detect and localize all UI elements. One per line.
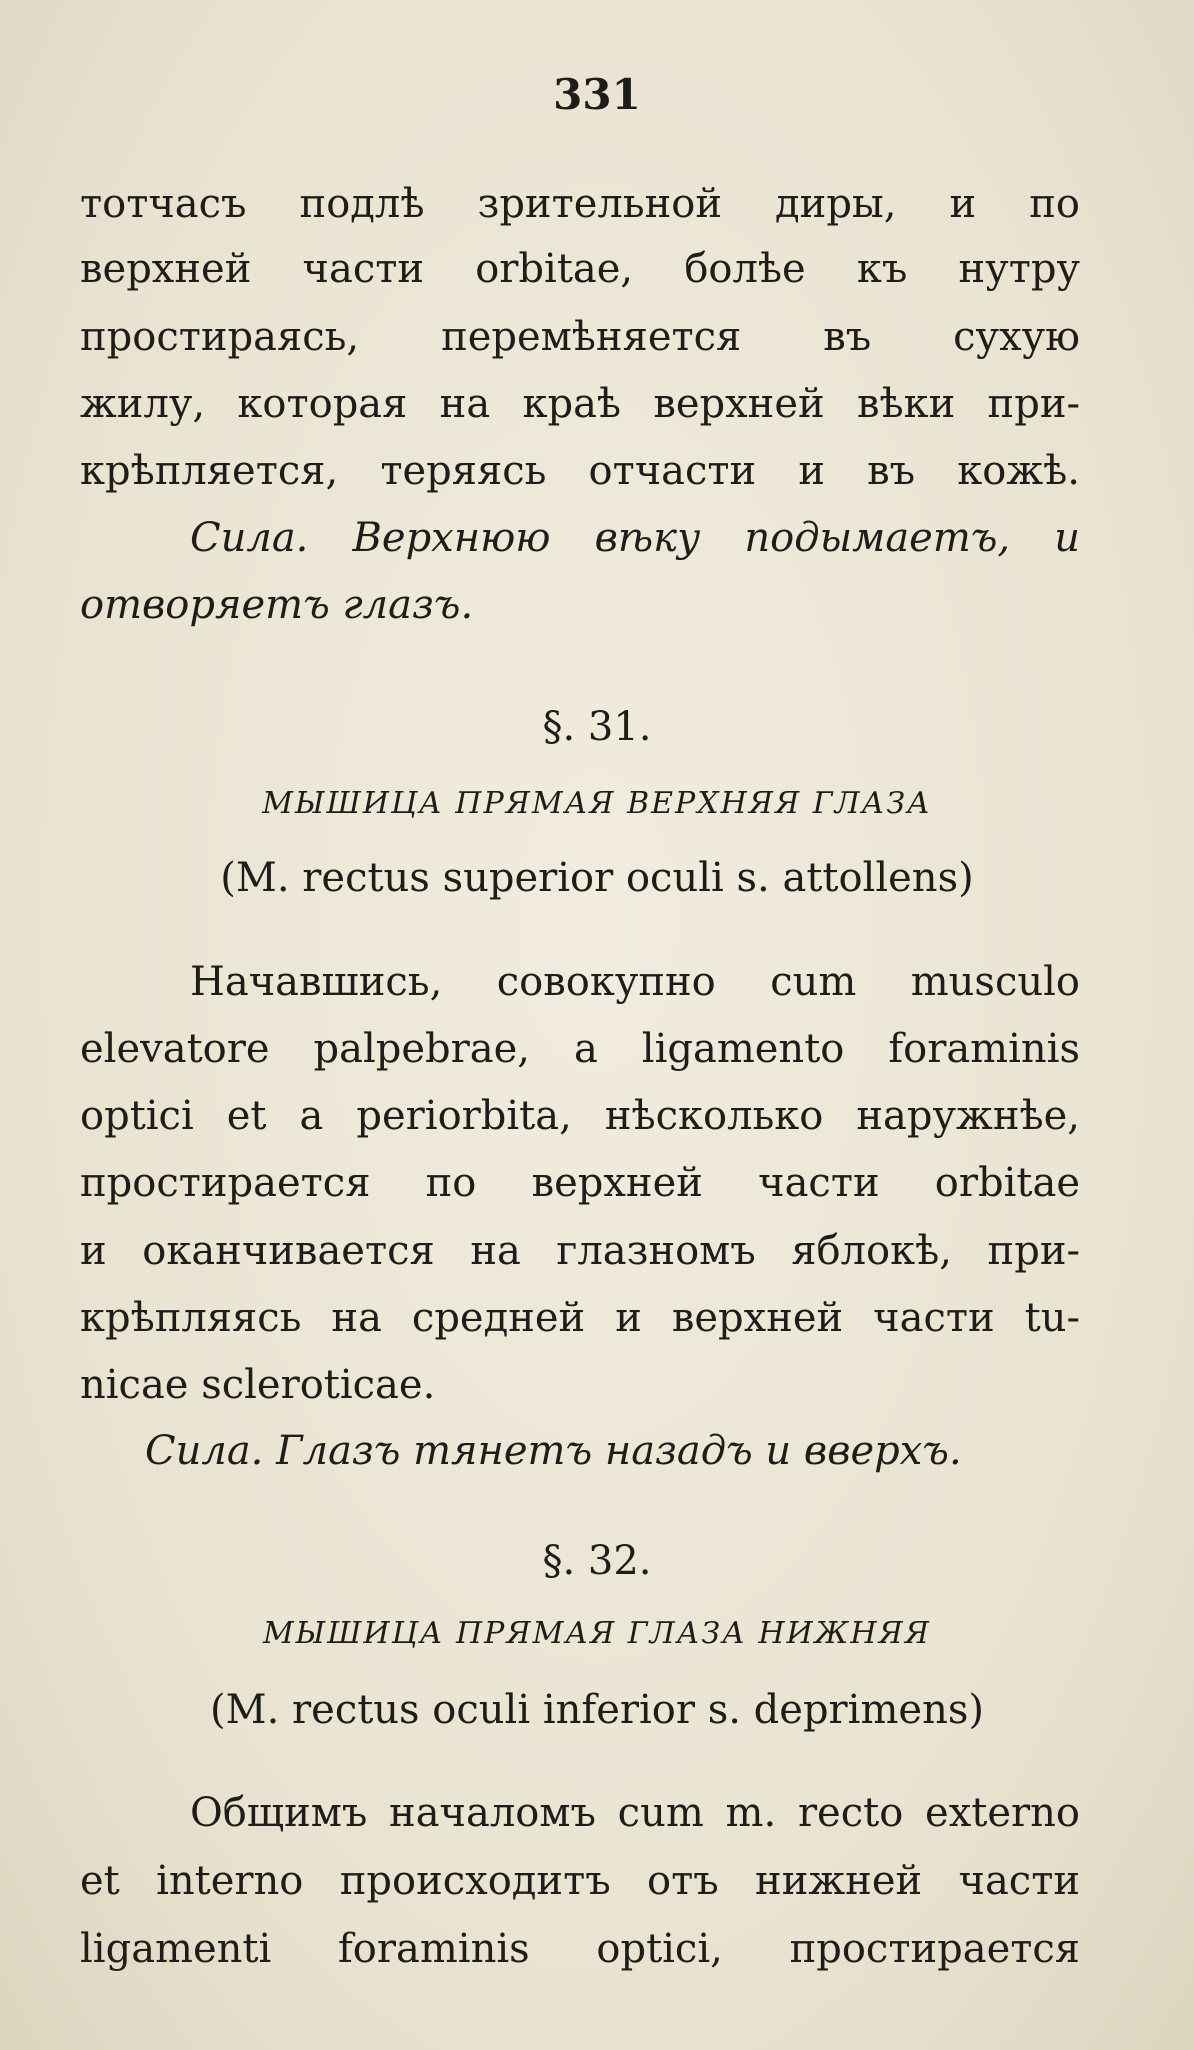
text-line: et interno происходитъ отъ нижней части [80,1858,1080,1904]
force-line: отворяетъ глазъ. [80,582,474,628]
page-number: 331 [553,70,641,119]
latin-name: (M. rectus superior oculi s. attollens) [220,855,974,901]
text-line: Общимъ началомъ cum m. recto externo [190,1790,1080,1836]
text-line: тотчасъ подлѣ зрительной диры, и по [80,181,1080,227]
force-line: Сила. Глазъ тянетъ назадъ и вверхъ. [145,1428,962,1474]
text-line: крѣпляется, теряясь отчасти и въ кожѣ. [80,448,1080,494]
text-line: optici et a periorbita, нѣсколько наружнѣе, [80,1093,1080,1139]
latin-name: (M. rectus oculi inferior s. deprimens) [210,1687,984,1733]
text-line: и оканчивается на глазномъ яблокѣ, при- [80,1228,1080,1274]
text-line: верхней части orbitae, болѣе къ нутру [80,246,1080,292]
section-title: МЫШИЦА ПРЯМАЯ ВЕРХНЯЯ ГЛАЗА [262,786,932,821]
text-line: elevatore palpebrae, a ligamento foraminis [80,1026,1080,1072]
text-line: Начавшись, совокупно cum musculo [190,959,1080,1005]
text-line: простирается по верхней части orbitae [80,1160,1080,1206]
text-line: жилу, которая на краѣ верхней вѣки при- [80,381,1080,427]
section-number: §. 31. [542,704,652,750]
force-line: Сила. Верхнюю вѣку подымаетъ, и [190,515,1080,561]
text-line: ligamenti foraminis optici, простирается [80,1926,1080,1972]
text-line: nicae scleroticae. [80,1362,436,1408]
text-line: простираясь, перемѣняется въ сухую [80,314,1080,360]
text-line: крѣпляясь на средней и верхней части tu- [80,1295,1080,1341]
section-title: МЫШИЦА ПРЯМАЯ ГЛАЗА НИЖНЯЯ [262,1616,932,1651]
section-number: §. 32. [542,1538,652,1584]
